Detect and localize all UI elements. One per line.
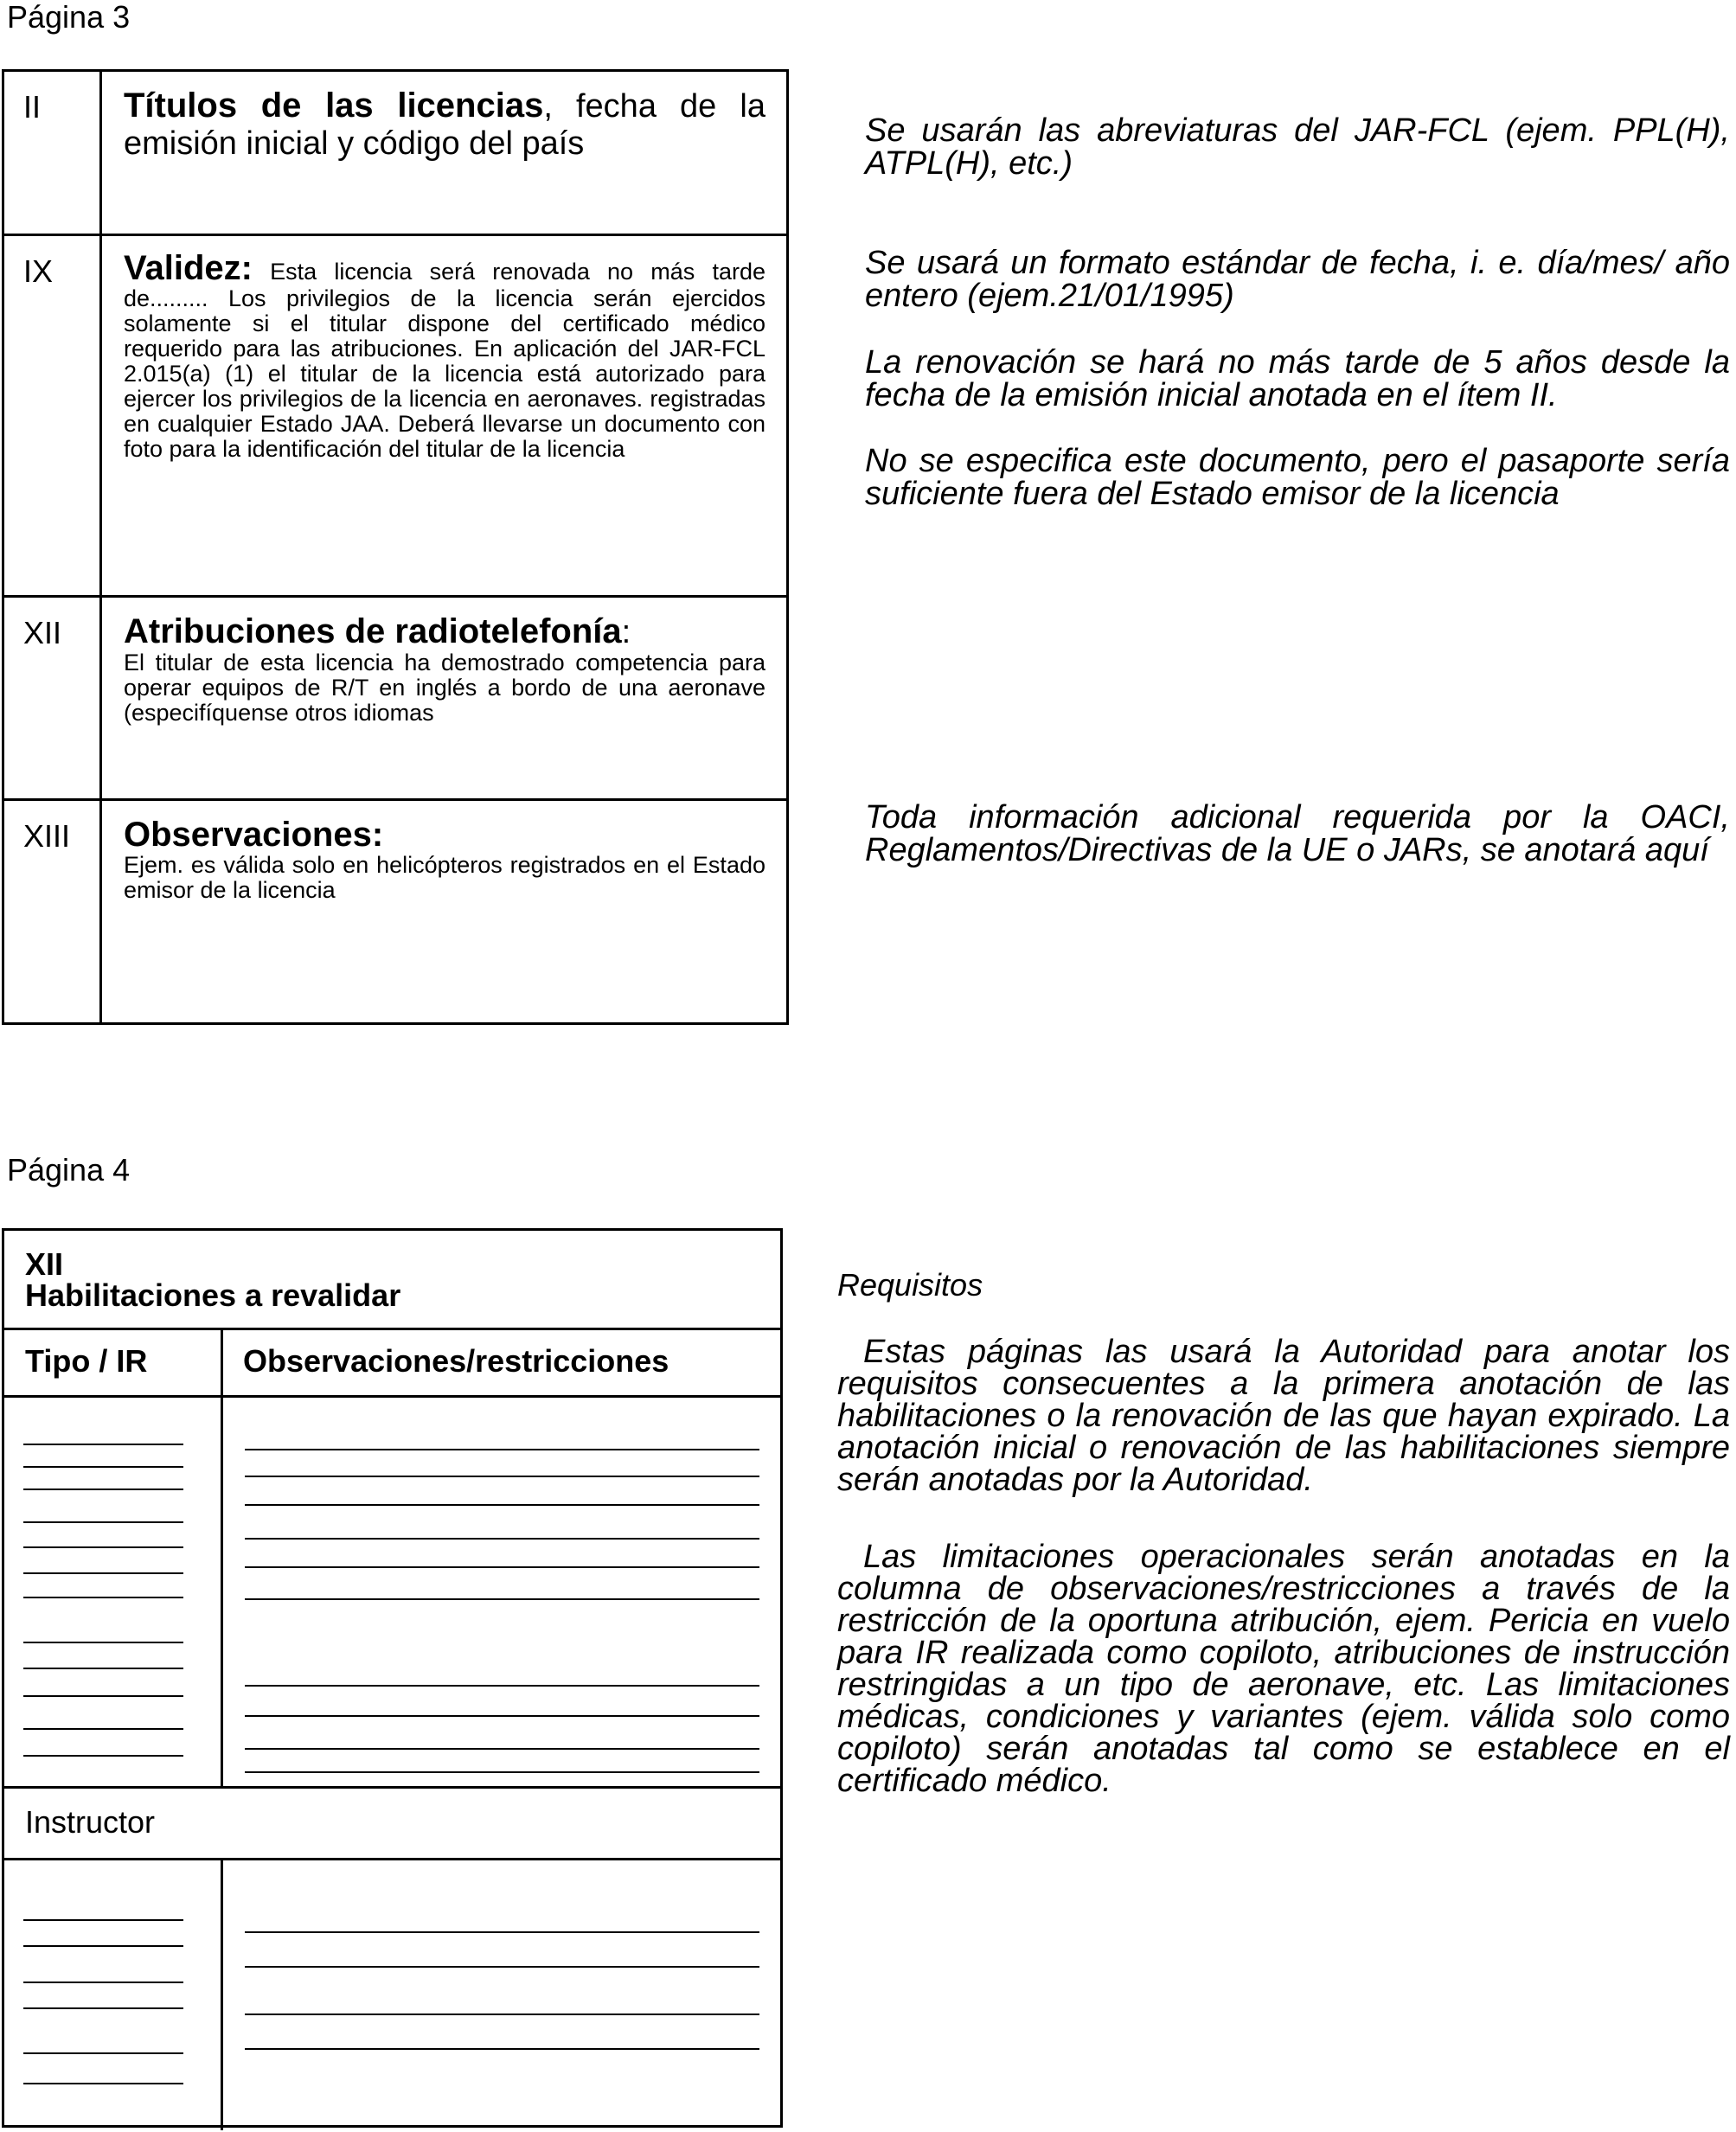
blank-line[interactable] <box>23 2083 183 2084</box>
blank-line[interactable] <box>23 1982 183 1983</box>
page-4-label: Página 4 <box>7 1152 131 1188</box>
note-renewal: La renovación se hará no más tarde de 5 años desde la fecha de la emisión inicial anotada en el ítem II. <box>865 344 1730 413</box>
row-body: Esta licencia será renovada no más tarde de......... Los privilegios de la licencia serán ejercidos solamente si el titular dispone del certificado médico requerido para las atribuciones. En aplicación del JAR-FCL 2.015(a) (1) el titular de la licencia está autorizado para ejercer los privilegios de la licencia en aeronaves. registradas en cualquier Estado JAA. Deberá llevarse un documento con foto para la identificación del titular de la licencia <box>124 259 766 462</box>
blank-line[interactable] <box>23 1755 183 1757</box>
blank-line[interactable] <box>245 1566 759 1568</box>
row-content <box>124 816 766 903</box>
divider <box>4 1858 780 1860</box>
blank-line[interactable] <box>245 1476 759 1477</box>
instructor-label: Instructor <box>25 1804 156 1840</box>
divider <box>4 1395 780 1398</box>
row-number: II <box>23 89 42 125</box>
blank-line[interactable] <box>245 2014 759 2015</box>
blank-line[interactable] <box>245 2048 759 2050</box>
note-additional-info: Toda información adicional requerida por la OACI, Reglamentos/Directivas de la UE o JARs, se anotará aquí <box>865 799 1730 868</box>
blank-line[interactable] <box>245 1538 759 1540</box>
blank-line[interactable] <box>23 1572 183 1574</box>
row-title-rest: , fecha de la emisión inicial y código del país <box>124 88 766 162</box>
row-title: Títulos de las licencias <box>124 86 544 125</box>
row-content <box>124 613 766 726</box>
blank-line[interactable] <box>23 2007 183 2009</box>
blank-line[interactable] <box>245 1966 759 1968</box>
blank-line[interactable] <box>245 1449 759 1450</box>
row-number: IX <box>23 253 54 289</box>
blank-line[interactable] <box>23 1521 183 1523</box>
row-title: Observaciones: <box>124 816 384 854</box>
row-ix <box>4 236 786 598</box>
blank-line[interactable] <box>245 1598 759 1600</box>
requisitos-paragraph-2: Las limitaciones operacionales serán anotadas en la columna de observaciones/restricciones a través de la restricción de la oportuna atribución, ejem. Pericia en vuelo para IR realizada como copiloto, atribuciones de instrucción restringidas a un tipo de aeronave, etc. Las limitaciones médicas, condiciones y variantes (ejem. válida solo como copiloto) serán anotadas tal como se establece en el certificado médico. <box>837 1539 1730 1799</box>
row-title: Validez: <box>124 249 253 287</box>
divider <box>4 1786 780 1789</box>
row-title: Atribuciones de radiotelefonía <box>124 612 622 650</box>
column-header-observations: Observaciones/restricciones <box>243 1343 669 1379</box>
row-content <box>124 249 766 462</box>
row-number: XIII <box>23 818 71 854</box>
blank-line[interactable] <box>245 1931 759 1933</box>
blank-line[interactable] <box>245 1748 759 1750</box>
blank-line[interactable] <box>23 1919 183 1921</box>
blank-line[interactable] <box>23 1466 183 1468</box>
blank-line[interactable] <box>245 1715 759 1717</box>
blank-line[interactable] <box>23 1642 183 1643</box>
blank-line[interactable] <box>245 1504 759 1506</box>
row-number: XII <box>23 615 62 650</box>
section-title: Habilitaciones a revalidar <box>25 1277 401 1313</box>
note-abbreviations: Se usarán las abreviaturas del JAR-FCL (ejem. PPL(H), ATPL(H), etc.) <box>865 112 1730 182</box>
blank-line[interactable] <box>245 1771 759 1773</box>
page-3-table <box>2 69 789 1025</box>
page-4-table <box>2 1228 783 2128</box>
row-xiii <box>4 801 786 1022</box>
blank-line[interactable] <box>23 1444 183 1445</box>
note-date-format: Se usará un formato estándar de fecha, i. e. día/mes/ año entero (ejem.21/01/1995) <box>865 245 1730 314</box>
column-divider <box>221 1858 223 2130</box>
blank-line[interactable] <box>23 2052 183 2054</box>
blank-line[interactable] <box>23 1728 183 1730</box>
requisitos-paragraph-1: Estas páginas las usará la Autoridad para anotar los requisitos consecuentes a la primera anotación de las habilitaciones o la renovación de las que hayan expirado. La anotación inicial o renovación de las habilitaciones siempre serán anotadas por la Autoridad. <box>837 1334 1730 1498</box>
blank-line[interactable] <box>23 1597 183 1598</box>
page-3-label: Página 3 <box>7 0 131 35</box>
row-body: El titular de esta licencia ha demostrado competencia para operar equipos de R/T en inglés a bordo de una aeronave (especifíquense otros idiomas <box>124 650 766 726</box>
blank-line[interactable] <box>245 1685 759 1687</box>
column-header-type: Tipo / IR <box>25 1343 148 1379</box>
blank-line[interactable] <box>23 1945 183 1947</box>
blank-line[interactable] <box>23 1546 183 1548</box>
requisitos-title: Requisitos <box>837 1267 983 1303</box>
column-divider <box>221 1328 223 1786</box>
note-document: No se especifica este documento, pero el pasaporte sería suficiente fuera del Estado emisor de la licencia <box>865 443 1730 512</box>
row-ii <box>4 72 786 236</box>
blank-line[interactable] <box>23 1668 183 1669</box>
row-xii <box>4 598 786 801</box>
section-number: XII <box>25 1246 64 1282</box>
row-body: Ejem. es válida solo en helicópteros registrados en el Estado emisor de la licencia <box>124 852 766 903</box>
row-content <box>124 87 766 162</box>
divider <box>4 1328 780 1330</box>
blank-line[interactable] <box>23 1695 183 1697</box>
row-title-rest: : <box>621 614 631 650</box>
blank-line[interactable] <box>23 1489 183 1490</box>
